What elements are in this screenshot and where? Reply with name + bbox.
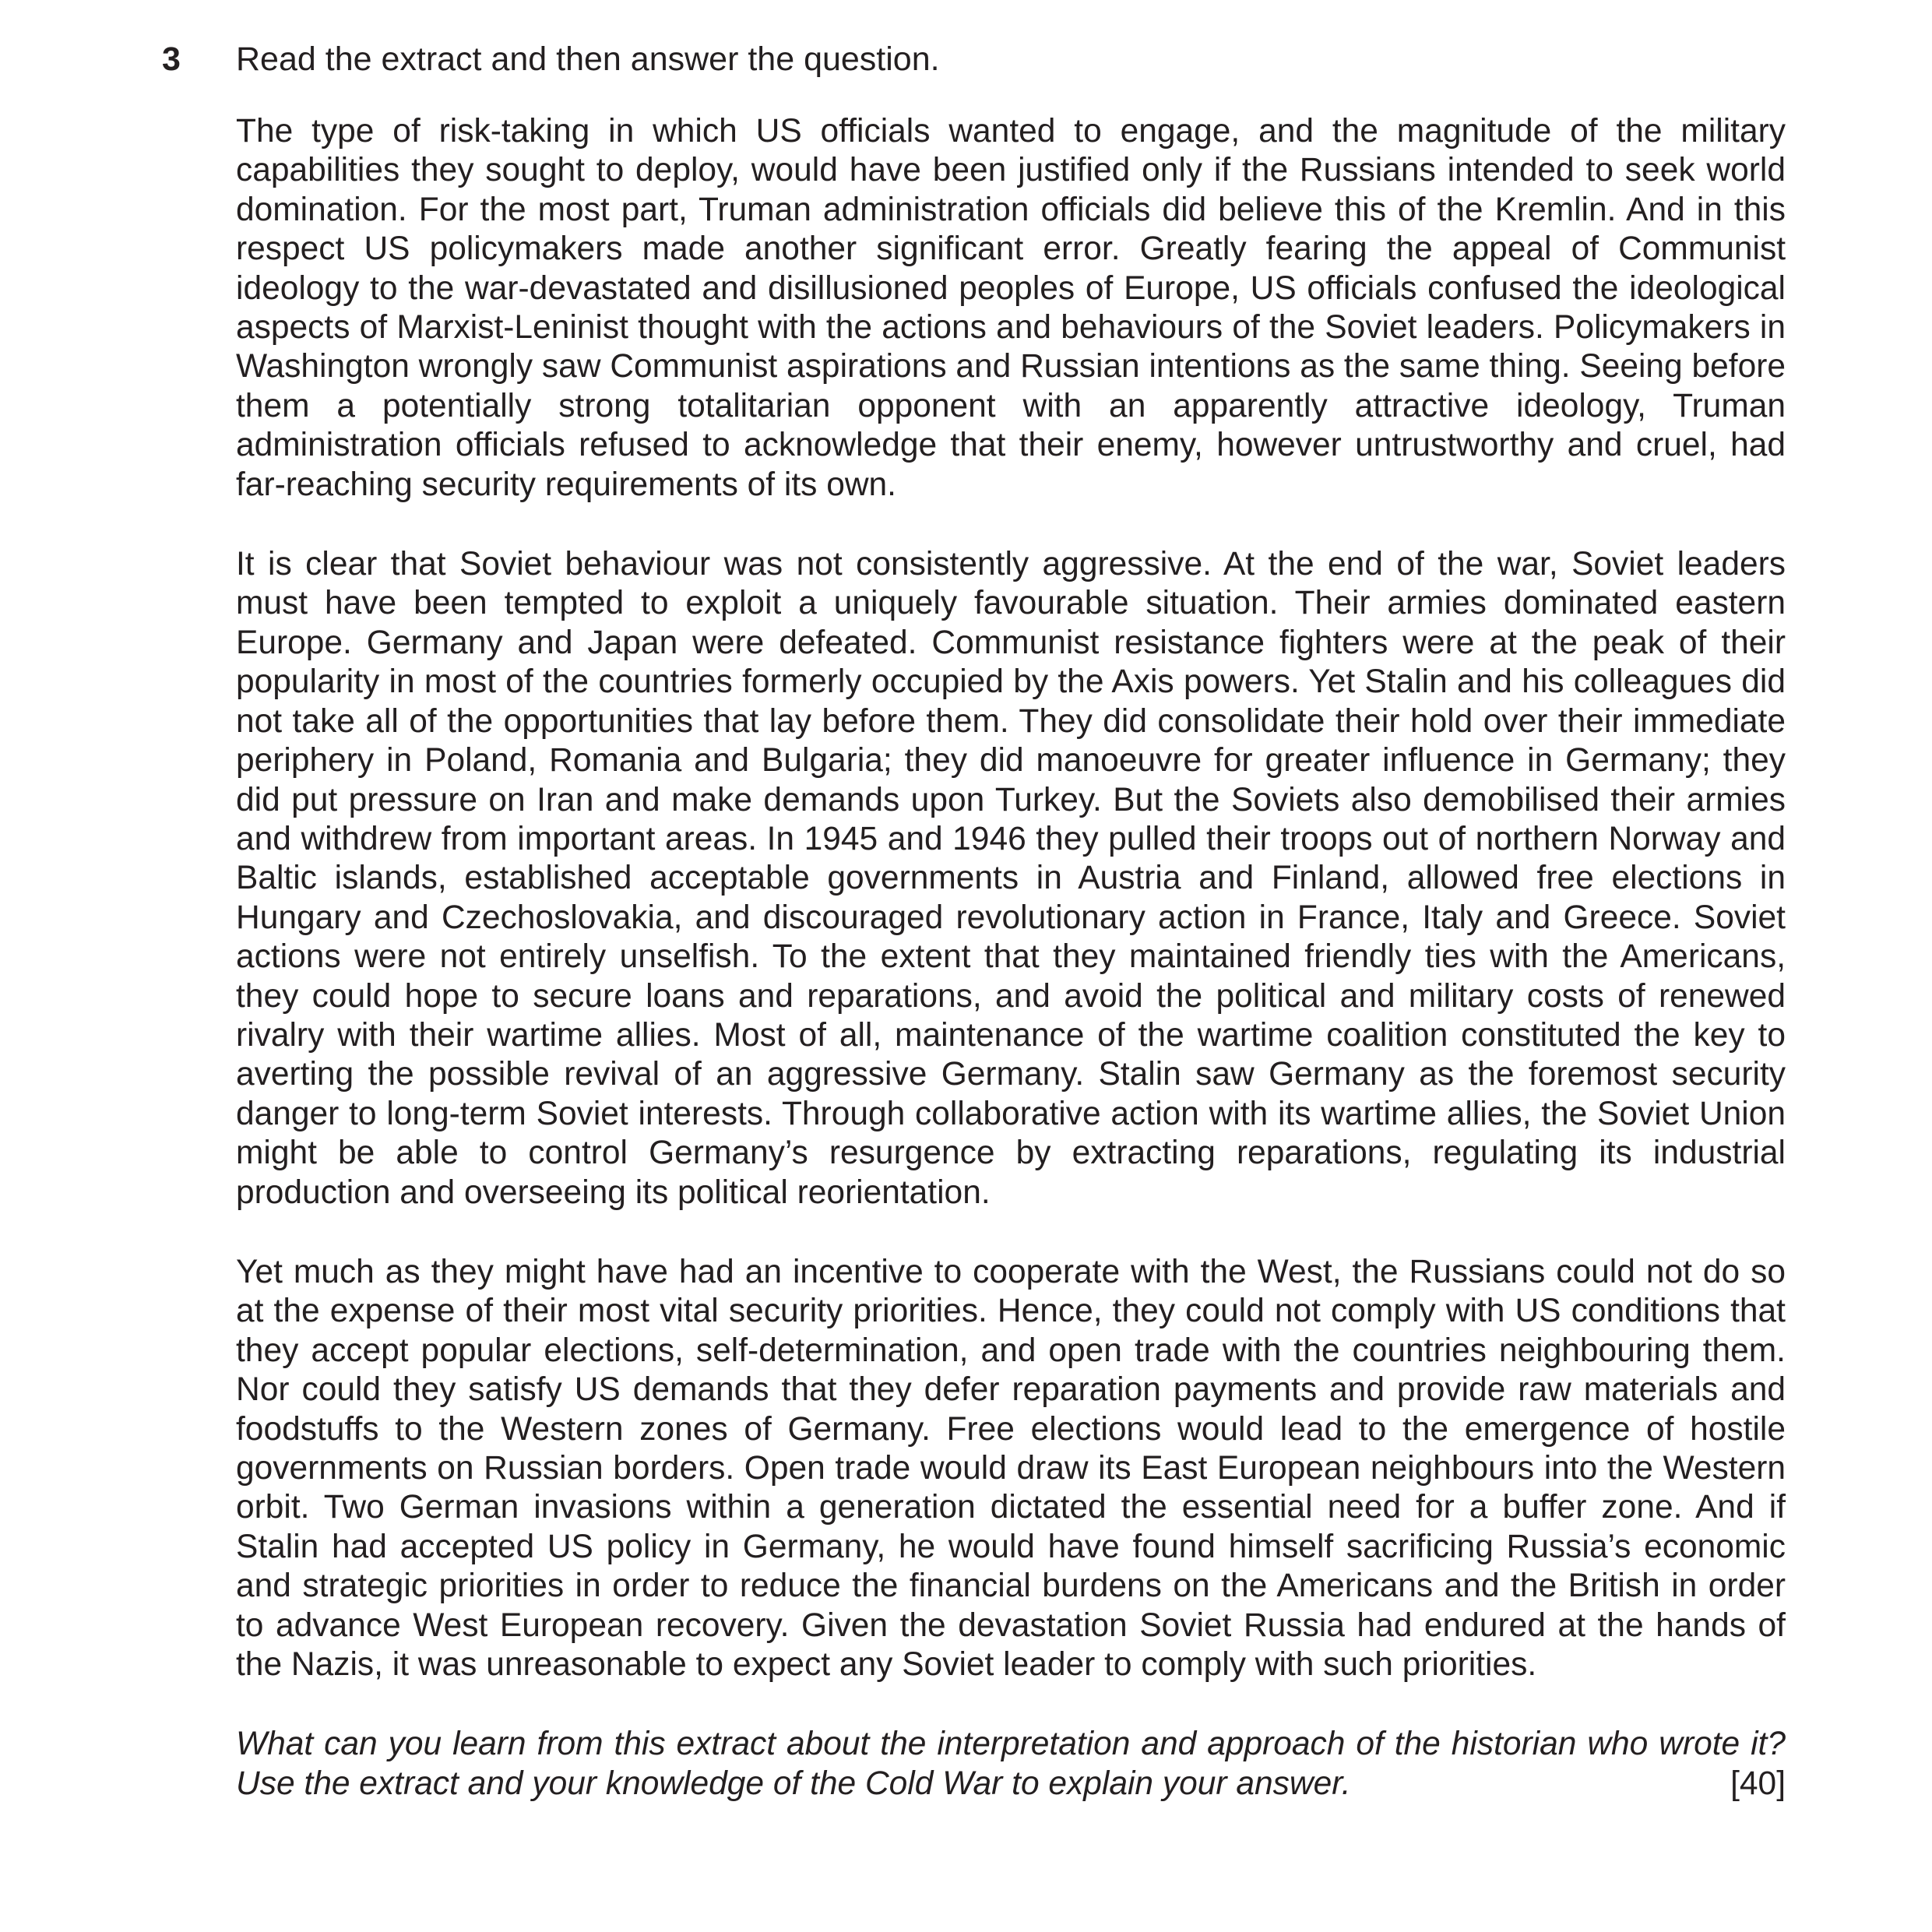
question-content [236,36,1786,1804]
extract-paragraph-1: The type of risk-taking in which US officials wanted to engage, and the magnitude of the military capabilities they sought to deploy, would have been justified only if the Russians intended to seek world domination. For the most part, Truman administration officials did believe this of the Kremlin. And in this respect US policymakers made another significant error. Greatly fearing the appeal of Communist ideology to the war-devastated and disillusioned peoples of Europe, US officials confused the ideological aspects of Marxist-Leninist thought with the actions and behaviours of the Soviet leaders. Policymakers in Washington wrongly saw Communist aspirations and Russian intentions as the same thing. Seeing before them a potentially strong totalitarian opponent with an apparently attractive ideology, Truman administration officials refused to acknowledge that their enemy, however untrustworthy and cruel, had far-reaching security requirements of its own. [236,113,1786,503]
question-prompt-text: What can you learn from this extract about the interpretation and approach of the historian who wrote it? Use the extract and your knowledge of the Cold War to explain your answer. [236,1726,1786,1802]
extract-paragraph-2: It is clear that Soviet behaviour was not consistently aggressive. At the end of the war, Soviet leaders must have been tempted to exploit a uniquely favourable situation. Their armies dominated eastern Europe. Germany and Japan were defeated. Communist resistance fighters were at the peak of their popularity in most of the countries formerly occupied by the Axis powers. Yet Stalin and his colleagues did not take all of the opportunities that lay before them. They did consolidate their hold over their immediate periphery in Poland, Romania and Bulgaria; they did manoeuvre for greater influence in Germany; they did put pressure on Iran and make demands upon Turkey. But the Soviets also demobilised their armies and withdrew from important areas. In 1945 and 1946 they pulled their troops out of northern Norway and Baltic islands, established acceptable governments in Austria and Finland, allowed free elections in Hungary and Czechoslovakia, and discouraged revolutionary action in France, Italy and Greece. Soviet actions were not entirely unselfish. To the extent that they maintained friendly ties with the Americans, they could hope to secure loans and reparations, and avoid the political and military costs of renewed rivalry with their wartime allies. Most of all, maintenance of the wartime coalition constituted the key to averting the possible revival of an aggressive Germany. Stalin saw Germany as the foremost security danger to long-term Soviet interests. Through collaborative action with its wartime allies, the Soviet Union might be able to control Germany’s resurgence by extracting reparations, regulating its industrial production and overseeing its political reorientation. [236,546,1786,1211]
question-prompt [236,1725,1786,1804]
question-instruction: Read the extract and then answer the question. [236,40,940,78]
marks-label: [40] [1730,1765,1786,1802]
extract-paragraph-3: Yet much as they might have had an incentive to cooperate with the West, the Russians could not do so at the expense of their most vital security priorities. Hence, they could not comply with US conditions that they accept popular elections, self-determination, and open trade with the countries neighbouring them. Nor could they satisfy US demands that they defer reparation payments and provide raw materials and foodstuffs to the Western zones of Germany. Free elections would lead to the emergence of hostile governments on Russian borders. Open trade would draw its East European neighbours into the Western orbit. Two German invasions within a generation dictated the essential need for a buffer zone. And if Stalin had accepted US policy in Germany, he would have found himself sacrificing Russia’s economic and strategic priorities in order to reduce the financial burdens on the Americans and the British in order to advance West European recovery. Given the devastation Soviet Russia had endured at the hands of the Nazis, it was unreasonable to expect any Soviet leader to comply with such priorities. [236,1253,1786,1684]
question-number: 3 [162,40,181,78]
